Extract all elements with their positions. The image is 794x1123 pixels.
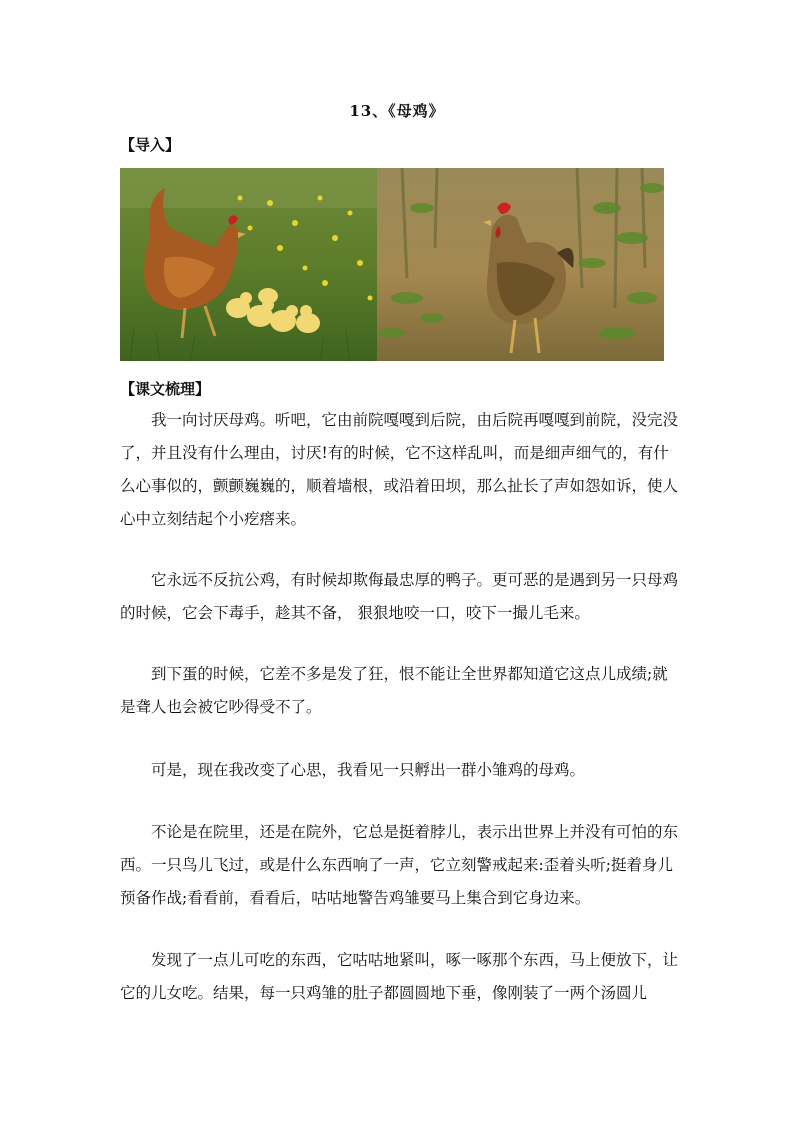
paragraph-6: 发现了一点儿可吃的东西，它咕咕地紧叫，啄一啄那个东西，马上便放下，让它的儿女吃。结果，每一只鸡雏的肚子都圆圆地下垂，像刚装了一两个汤圆儿 <box>120 951 679 1002</box>
paragraph-1: 我一向讨厌母鸡。听吧，它由前院嘎嘎到后院，由后院再嘎嘎到前院，没完没了，并且没有什么理由，讨厌!有的时候，它不这样乱叫，而是细声细气的，有什么心事似的，颤颤巍巍的，顺着墙根，或沿着田坝，那么扯长了声如怨如诉，使人心中立刻结起个小疙瘩来。 <box>120 411 679 528</box>
hen-with-chicks-icon <box>120 168 377 361</box>
photo-strip <box>120 168 664 361</box>
paragraph-5: 不论是在院里，还是在院外，它总是挺着脖儿，表示出世界上并没有可怕的东西。一只鸟儿飞过，或是什么东西响了一声，它立刻警戒起来:歪着头听;挺着身儿预备作战;看看前，看看后，咕咕地警告鸡雏要马上集合到它身边来。 <box>120 823 679 907</box>
paragraph-2: 它永远不反抗公鸡，有时候却欺侮最忠厚的鸭子。更可恶的是遇到另一只母鸡的时候，它会下毒手，趁其不备， 狠狠地咬一口，咬下一撮儿毛来。 <box>120 571 679 622</box>
hen-in-bamboo-photo <box>377 168 664 361</box>
hen-with-chicks-photo <box>120 168 377 361</box>
section-heading-outline: 【课文梳理】 <box>120 380 211 398</box>
paragraph-4: 可是，现在我改变了心思，我看见一只孵出一群小雏鸡的母鸡。 <box>151 761 586 779</box>
paragraph-3: 到下蛋的时候，它差不多是发了狂，恨不能让全世界都知道它这点儿成绩;就是聋人也会被它吵得受不了。 <box>120 665 668 716</box>
hen-icon <box>377 168 664 361</box>
section-heading-intro: 【导入】 <box>120 136 181 154</box>
page-title: 13、《母鸡》 <box>349 102 445 120</box>
